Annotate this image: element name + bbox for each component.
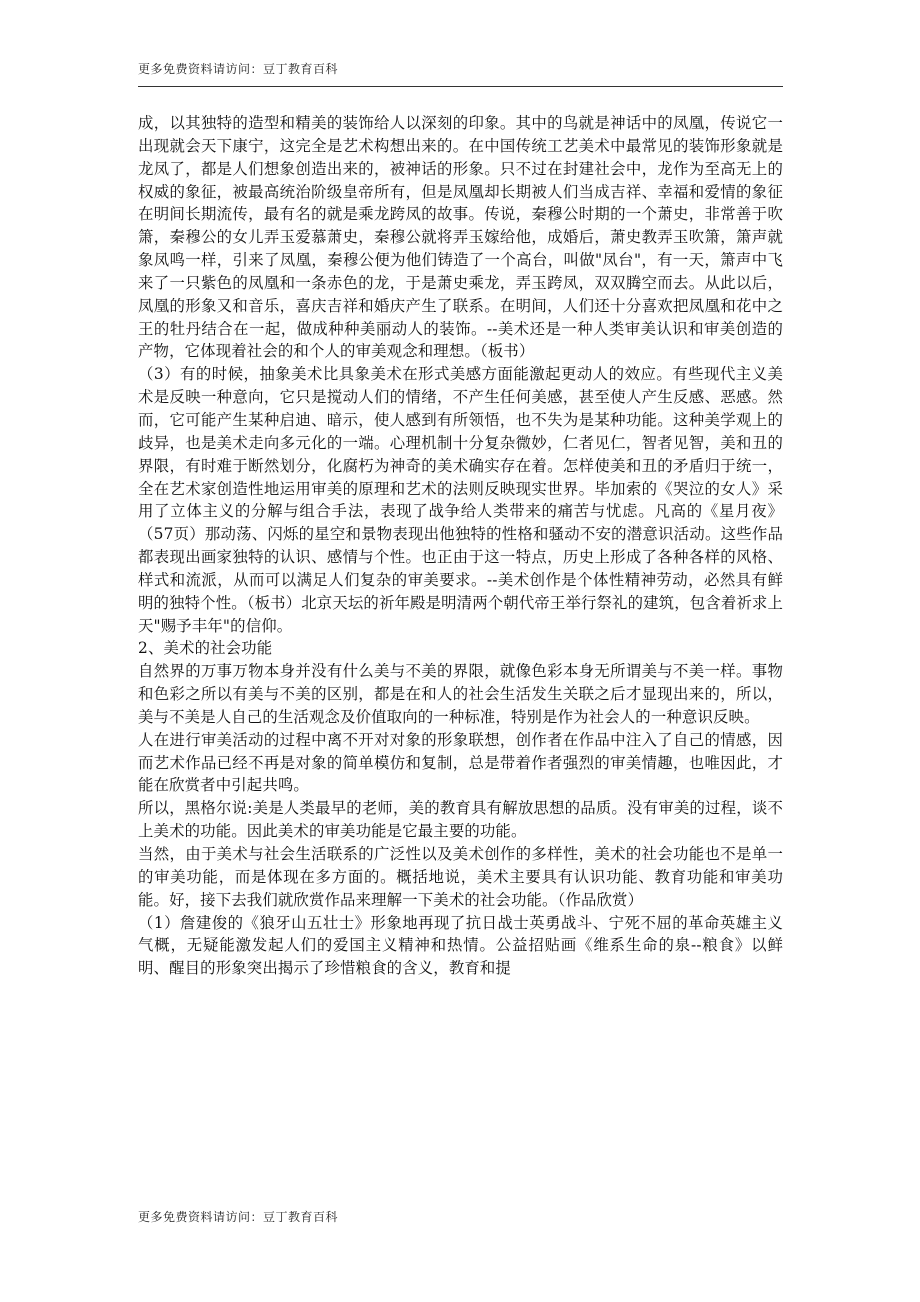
paragraph-phoenix: 成，以其独特的造型和精美的装饰给人以深刻的印象。其中的鸟就是神话中的凤凰，传说它一出现就会天下康宁，这完全是艺术构想出来的。在中国传统工艺美术中最常见的装饰形象就是龙凤了，都是人们想象创造出来的，被神话的形象。只不过在封建社会中，龙作为至高无上的权威的象征，被最高统治阶级皇帝所有，但是凤凰却长期被人们当成吉祥、幸福和爱情的象征在明间长期流传，最有名的就是乘龙跨凤的故事。传说，秦穆公时期的一个萧史，非常善于吹箫，秦穆公的女儿弄玉爱慕萧史，秦穆公就将弄玉嫁给他，成婚后，萧史教弄玉吹箫，箫声就象凤鸣一样，引来了凤凰，秦穆公便为他们铸造了一个高台，叫做"凤台"，有一天，箫声中飞来了一只紫色的凤凰和一条赤色的龙，于是萧史乘龙，弄玉跨凤，双双腾空而去。从此以后，凤凰的形象又和音乐，喜庆吉祥和婚庆产生了联系。在明间，人们还十分喜欢把凤凰和花中之王的牡丹结合在一起，做成种种美丽动人的装饰。--美术还是一种人类审美认识和审美创造的产物，它体现着社会的和个人的审美观念和理想。（板书） — [138, 114, 783, 361]
paragraph-aesthetic-activity: 人在进行审美活动的过程中离不开对对象的形象联想，创作者在作品中注入了自己的情感，因而艺术作品已经不再是对象的简单模仿和复制，总是带着作者强烈的审美情趣，也唯因此，才能在欣赏者中引起共鸣。 — [138, 730, 783, 795]
document-body — [138, 112, 783, 980]
page-header: 更多免费资料请访问：豆丁教育百科 — [138, 62, 339, 76]
paragraph-multiple-functions: 当然，由于美术与社会生活联系的广泛性以及美术创作的多样性，美术的社会功能也不是单一的审美功能，而是体现在多方面的。概括地说，美术主要具有认识功能、教育功能和审美功能。好，接下去我们就欣赏作品来理解一下美术的社会功能。（作品欣赏） — [138, 845, 783, 909]
paragraph-langya-mountain: （1）詹建俊的《狼牙山五壮士》形象地再现了抗日战士英勇战斗、宁死不屈的革命英雄主义气概，无疑能激发起人们的爱国主义精神和热情。公益招贴画《维系生命的泉--粮食》以鲜明、醒目的形象突出揭示了珍惜粮食的含义，教育和提 — [138, 913, 783, 978]
paragraph-hegel: 所以，黑格尔说:美是人类最早的老师，美的教育具有解放思想的品质。没有审美的过程，谈不上美术的功能。因此美术的审美功能是它最主要的功能。 — [138, 799, 783, 841]
paragraph-nature-beauty: 自然界的万事万物本身并没有什么美与不美的界限，就像色彩本身无所谓美与不美一样。事物和色彩之所以有美与不美的区别，都是在和人的社会生活发生关联之后才显现出来的，所以，美与不美是人自己的生活观念及价值取向的一种标准，特别是作为社会人的一种意识反映。 — [138, 662, 783, 726]
paragraph-abstract-art: （3）有的时候，抽象美术比具象美术在形式美感方面能激起更动人的效应。有些现代主义美术是反映一种意向，它只是搅动人们的情绪，不产生任何美感，甚至使人产生反感、恶感。然而，它可能产生某种启迪、暗示，使人感到有所领悟，也不失为是某种功能。这种美学观上的歧异，也是美术走向多元化的一端。心理机制十分复杂微妙，仁者见仁，智者见智，美和丑的界限，有时难于断然划分，化腐朽为神奇的美术确实存在着。怎样使美和丑的矛盾归于统一，全在艺术家创造性地运用审美的原理和艺术的法则反映现实世界。毕加索的《哭泣的女人》采用了立体主义的分解与组合手法，表现了战争给人类带来的痛苦与忧虑。凡高的《星月夜》（57页）那动荡、闪烁的星空和景物表现出他独特的性格和骚动不安的潜意识活动。这些作品都表现出画家独特的认识、感情与个性。也正由于这一特点，历史上形成了各种各样的风格、样式和流派，从而可以满足人们复杂的审美要求。--美术创作是个体性精神劳动，必然具有鲜明的独特个性。（板书）北京天坛的祈年殿是明清两个朝代帝王举行祭礼的建筑，包含着祈求上天"赐予丰年"的信仰。 — [138, 365, 784, 635]
header-rule — [138, 86, 783, 87]
page-footer: 更多免费资料请访问：豆丁教育百科 — [138, 1210, 339, 1224]
section-heading-social-function: 2、美术的社会功能 — [138, 639, 273, 658]
